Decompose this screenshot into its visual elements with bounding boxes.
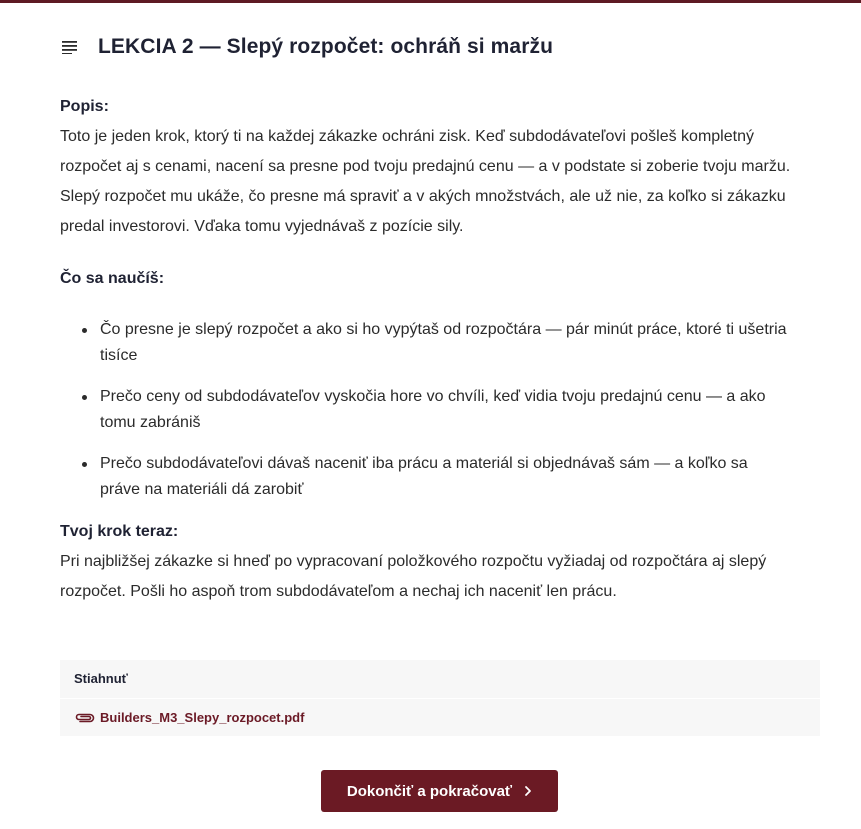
- downloads-panel: [60, 660, 820, 736]
- top-accent-bar: [0, 0, 861, 3]
- paperclip-icon: [74, 711, 96, 725]
- next-step-section: [60, 521, 820, 607]
- next-step-text: Pri najbližšej zákazke si hneď po vypracovaní položkového rozpočtu vyžiadaj od rozpočtára aj slepý rozpočet. Pošli ho aspoň trom subdodávateľom a nechaj ich naceniť len prácu.: [60, 553, 767, 600]
- downloads-heading: Stiahnuť: [60, 660, 820, 699]
- complete-continue-label: Dokončiť a pokračovať: [346, 782, 513, 800]
- list-item: Čo presne je slepý rozpočet a ako si ho vypýtaš od rozpočtára — pár minút práce, ktoré ti ušetria tisíce: [60, 317, 790, 369]
- lines-icon: [62, 40, 80, 54]
- download-file-link[interactable]: Builders_M3_Slepy_rozpocet.pdf: [100, 710, 305, 725]
- description-text: Toto je jeden krok, ktorý ti na každej zákazke ochráni zisk. Keď subdodávateľovi pošleš kompletný rozpočet aj s cenami, nacení sa presne pod tvoju predajnú cenu — a v podstate si zoberie tvoju maržu. Slepý rozpočet mu ukáže, čo presne má spraviť a v akých množstvách, ale už nie, za koľko si zákazku predal investorovi. Vďaka tomu vyjednávaš z pozície sily.: [60, 128, 791, 235]
- description-section: [60, 96, 820, 242]
- description-label: Popis:: [60, 98, 109, 115]
- list-item: Prečo ceny od subdodávateľov vyskočia hore vo chvíli, keď vidia tvoju predajnú cenu — a ako tomu zabrániš: [60, 384, 790, 436]
- learn-section: [60, 268, 820, 518]
- learn-list: [60, 317, 790, 503]
- next-step-label: Tvoj krok teraz:: [60, 523, 179, 540]
- learn-label: Čo sa naučíš:: [60, 270, 165, 287]
- chevron-right-icon: [524, 785, 532, 797]
- page-title: LEKCIA 2 — Slepý rozpočet: ochráň si maržu: [98, 35, 554, 58]
- list-item: Prečo subdodávateľovi dávaš naceniť iba prácu a materiál si objednávaš sám — a koľko sa práve na materiáli dá zarobiť: [60, 451, 790, 503]
- complete-continue-button[interactable]: [321, 770, 558, 812]
- lesson-header: [60, 30, 553, 64]
- download-file-row[interactable]: [60, 699, 820, 736]
